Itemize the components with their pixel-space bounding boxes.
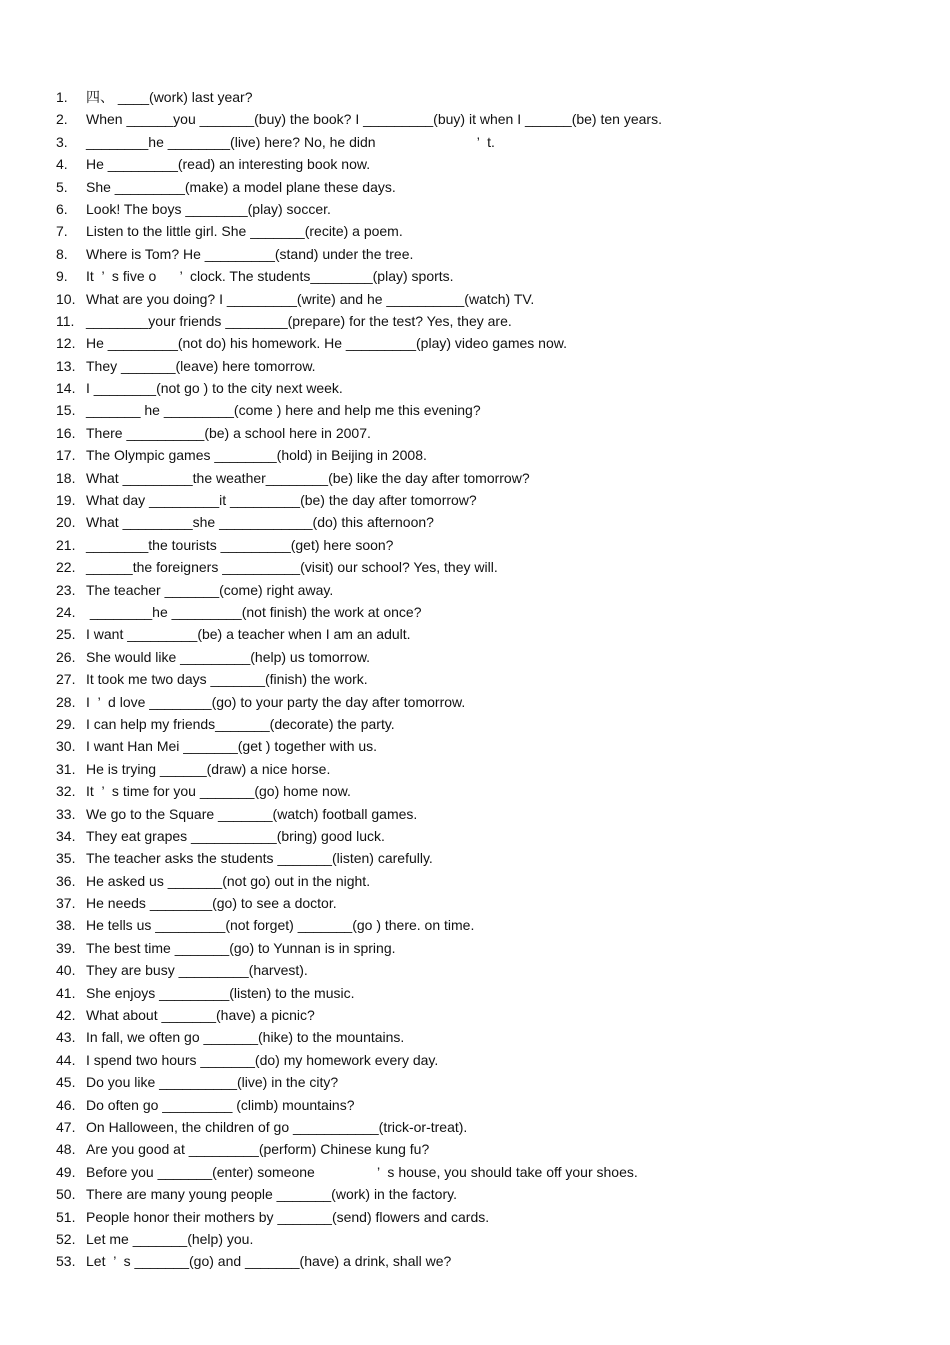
exercise-list xyxy=(56,86,916,1273)
exercise-item xyxy=(56,1228,916,1250)
exercise-text: When ______you _______(buy) the book? I _________(buy) it when I ______(be) ten years. xyxy=(86,111,662,128)
exercise-text: In fall, we often go _______(hike) to the mountains. xyxy=(86,1029,405,1046)
exercise-number: 50. xyxy=(56,1186,76,1203)
exercise-item xyxy=(56,780,916,802)
exercise-text: Do often go _________ (climb) mountains? xyxy=(86,1096,355,1113)
exercise-text: Do you like __________(live) in the city? xyxy=(86,1074,339,1091)
exercise-text: The Olympic games ________(hold) in Beijing in 2008. xyxy=(86,447,427,464)
exercise-item xyxy=(56,422,916,444)
exercise-number: 35. xyxy=(56,850,76,867)
exercise-number: 41. xyxy=(56,984,76,1001)
exercise-text: She _________(make) a model plane these days. xyxy=(86,178,396,195)
exercise-number: 26. xyxy=(56,648,76,665)
exercise-number: 40. xyxy=(56,962,76,979)
exercise-item xyxy=(56,579,916,601)
exercise-number: 9. xyxy=(56,268,68,285)
exercise-number: 33. xyxy=(56,805,76,822)
exercise-item xyxy=(56,355,916,377)
exercise-text: I ________(not go ) to the city next week. xyxy=(86,380,343,397)
exercise-number: 31. xyxy=(56,760,76,777)
exercise-item xyxy=(56,534,916,556)
exercise-number: 51. xyxy=(56,1208,76,1225)
exercise-text: What day _________it _________(be) the day after tomorrow? xyxy=(86,492,477,509)
exercise-item xyxy=(56,758,916,780)
exercise-text: ________the tourists _________(get) here soon? xyxy=(86,536,394,553)
exercise-text: Are you good at _________(perform) Chinese kung fu? xyxy=(86,1141,430,1158)
exercise-text: People honor their mothers by _______(send) flowers and cards. xyxy=(86,1208,490,1225)
exercise-number: 45. xyxy=(56,1074,76,1091)
exercise-text: On Halloween, the children of go ___________(trick-or-treat). xyxy=(86,1118,468,1135)
exercise-item xyxy=(56,668,916,690)
exercise-text: There are many young people _______(work) in the factory. xyxy=(86,1186,457,1203)
exercise-text: They _______(leave) here tomorrow. xyxy=(86,357,316,374)
exercise-item xyxy=(56,1049,916,1071)
exercise-text: Listen to the little girl. She _______(recite) a poem. xyxy=(86,223,403,240)
exercise-item xyxy=(56,1250,916,1272)
exercise-text: Before you _______(enter) someone ’ s house, you should take off your shoes. xyxy=(86,1163,638,1180)
exercise-item xyxy=(56,310,916,332)
exercise-text: He needs ________(go) to see a doctor. xyxy=(86,895,337,912)
exercise-item xyxy=(56,646,916,668)
exercise-text: She would like _________(help) us tomorrow. xyxy=(86,648,371,665)
exercise-number: 46. xyxy=(56,1096,76,1113)
exercise-text: It ’ s time for you _______(go) home now. xyxy=(86,783,351,800)
exercise-number: 20. xyxy=(56,514,76,531)
exercise-text: The teacher asks the students _______(listen) carefully. xyxy=(86,850,433,867)
exercise-number: 43. xyxy=(56,1029,76,1046)
exercise-text: What are you doing? I _________(write) and he __________(watch) TV. xyxy=(86,290,535,307)
exercise-text: I ’ d love ________(go) to your party the day after tomorrow. xyxy=(86,693,466,710)
exercise-text: He asked us _______(not go) out in the night. xyxy=(86,872,371,889)
exercise-text: What _________she ____________(do) this afternoon? xyxy=(86,514,434,531)
exercise-number: 18. xyxy=(56,469,76,486)
exercise-item xyxy=(56,892,916,914)
exercise-text: The teacher _______(come) right away. xyxy=(86,581,334,598)
exercise-item xyxy=(56,1138,916,1160)
exercise-text: I spend two hours _______(do) my homework every day. xyxy=(86,1051,439,1068)
exercise-text: He tells us _________(not forget) _______(go ) there. on time. xyxy=(86,917,475,934)
exercise-number: 5. xyxy=(56,178,68,195)
exercise-number: 7. xyxy=(56,223,68,240)
exercise-item xyxy=(56,691,916,713)
exercise-item xyxy=(56,444,916,466)
exercise-number: 1. xyxy=(56,89,68,105)
exercise-item xyxy=(56,870,916,892)
exercise-number: 49. xyxy=(56,1163,76,1180)
exercise-number: 34. xyxy=(56,827,76,844)
exercise-text: What about _______(have) a picnic? xyxy=(86,1007,315,1024)
exercise-item xyxy=(56,623,916,645)
exercise-item xyxy=(56,220,916,242)
exercise-text: ________he ________(live) here? No, he didn ’ t. xyxy=(86,133,495,150)
exercise-text: Let ’ s _______(go) and _______(have) a drink, shall we? xyxy=(86,1253,452,1270)
exercise-text: I want Han Mei _______(get ) together with us. xyxy=(86,738,378,755)
exercise-number: 48. xyxy=(56,1141,76,1158)
exercise-number: 25. xyxy=(56,626,76,643)
exercise-text: She enjoys _________(listen) to the music. xyxy=(86,984,355,1001)
exercise-item xyxy=(56,489,916,511)
exercise-number: 12. xyxy=(56,335,76,352)
exercise-item xyxy=(56,243,916,265)
exercise-number: 21. xyxy=(56,536,76,553)
exercise-number: 39. xyxy=(56,939,76,956)
exercise-item xyxy=(56,847,916,869)
exercise-item xyxy=(56,982,916,1004)
exercise-number: 24. xyxy=(56,603,76,620)
exercise-number: 38. xyxy=(56,917,76,934)
exercise-item xyxy=(56,1183,916,1205)
exercise-text: ________your friends ________(prepare) for the test? Yes, they are. xyxy=(86,312,512,329)
exercise-number: 14. xyxy=(56,380,76,397)
exercise-text: They are busy _________(harvest). xyxy=(86,962,308,979)
exercise-text: _______ he _________(come ) here and help me this evening? xyxy=(86,402,481,419)
exercise-item xyxy=(56,1161,916,1183)
exercise-item xyxy=(56,399,916,421)
exercise-number: 28. xyxy=(56,693,76,710)
exercise-item xyxy=(56,332,916,354)
exercise-number: 11. xyxy=(56,312,75,329)
exercise-number: 6. xyxy=(56,200,68,217)
exercise-number: 42. xyxy=(56,1007,76,1024)
exercise-number: 53. xyxy=(56,1253,76,1270)
exercise-item xyxy=(56,265,916,287)
exercise-text: ______the foreigners __________(visit) our school? Yes, they will. xyxy=(86,559,498,576)
exercise-number: 13. xyxy=(56,357,76,374)
exercise-number: 27. xyxy=(56,671,76,688)
exercise-number: 8. xyxy=(56,245,68,262)
exercise-item xyxy=(56,1094,916,1116)
exercise-item xyxy=(56,959,916,981)
exercise-text: 四、 ____(work) last year? xyxy=(86,89,253,105)
exercise-item xyxy=(56,108,916,130)
exercise-item xyxy=(56,1206,916,1228)
exercise-item xyxy=(56,131,916,153)
exercise-item xyxy=(56,153,916,175)
exercise-number: 22. xyxy=(56,559,76,576)
exercise-text: He is trying ______(draw) a nice horse. xyxy=(86,760,331,777)
exercise-number: 30. xyxy=(56,738,76,755)
exercise-number: 16. xyxy=(56,424,76,441)
exercise-item xyxy=(56,1116,916,1138)
exercise-number: 52. xyxy=(56,1230,76,1247)
exercise-item xyxy=(56,198,916,220)
exercise-item xyxy=(56,1071,916,1093)
exercise-number: 2. xyxy=(56,111,68,128)
exercise-item xyxy=(56,556,916,578)
exercise-text: Where is Tom? He _________(stand) under the tree. xyxy=(86,245,414,262)
exercise-text: The best time _______(go) to Yunnan is in spring. xyxy=(86,939,396,956)
exercise-item xyxy=(56,1004,916,1026)
exercise-number: 37. xyxy=(56,895,76,912)
exercise-item xyxy=(56,288,916,310)
exercise-text: We go to the Square _______(watch) football games. xyxy=(86,805,418,822)
exercise-text: It ’ s five o ’ clock. The students________(play) sports. xyxy=(86,268,454,285)
exercise-text: He _________(not do) his homework. He _________(play) video games now. xyxy=(86,335,567,352)
exercise-item xyxy=(56,803,916,825)
exercise-text: Let me _______(help) you. xyxy=(86,1230,254,1247)
exercise-text: What _________the weather________(be) like the day after tomorrow? xyxy=(86,469,530,486)
exercise-text: I want _________(be) a teacher when I am an adult. xyxy=(86,626,411,643)
exercise-item xyxy=(56,1026,916,1048)
exercise-item xyxy=(56,86,916,108)
exercise-item xyxy=(56,825,916,847)
exercise-text: Look! The boys ________(play) soccer. xyxy=(86,200,331,217)
exercise-text: I can help my friends_______(decorate) the party. xyxy=(86,715,395,732)
exercise-item xyxy=(56,377,916,399)
exercise-number: 15. xyxy=(56,402,76,419)
exercise-number: 17. xyxy=(56,447,76,464)
exercise-item xyxy=(56,511,916,533)
exercise-text: ________he _________(not finish) the work at once? xyxy=(86,603,422,620)
exercise-item xyxy=(56,914,916,936)
exercise-item xyxy=(56,713,916,735)
exercise-number: 10. xyxy=(56,290,76,307)
exercise-number: 29. xyxy=(56,715,76,732)
exercise-item xyxy=(56,601,916,623)
exercise-item xyxy=(56,467,916,489)
exercise-number: 36. xyxy=(56,872,76,889)
exercise-text: They eat grapes ___________(bring) good luck. xyxy=(86,827,385,844)
exercise-item xyxy=(56,735,916,757)
exercise-number: 3. xyxy=(56,133,68,150)
exercise-text: There __________(be) a school here in 2007. xyxy=(86,424,371,441)
exercise-number: 47. xyxy=(56,1118,76,1135)
exercise-item xyxy=(56,937,916,959)
exercise-number: 32. xyxy=(56,783,76,800)
exercise-text: He _________(read) an interesting book now. xyxy=(86,156,371,173)
exercise-item xyxy=(56,176,916,198)
exercise-number: 23. xyxy=(56,581,76,598)
exercise-number: 19. xyxy=(56,492,76,509)
exercise-number: 4. xyxy=(56,156,68,173)
exercise-text: It took me two days _______(finish) the work. xyxy=(86,671,368,688)
exercise-number: 44. xyxy=(56,1051,76,1068)
